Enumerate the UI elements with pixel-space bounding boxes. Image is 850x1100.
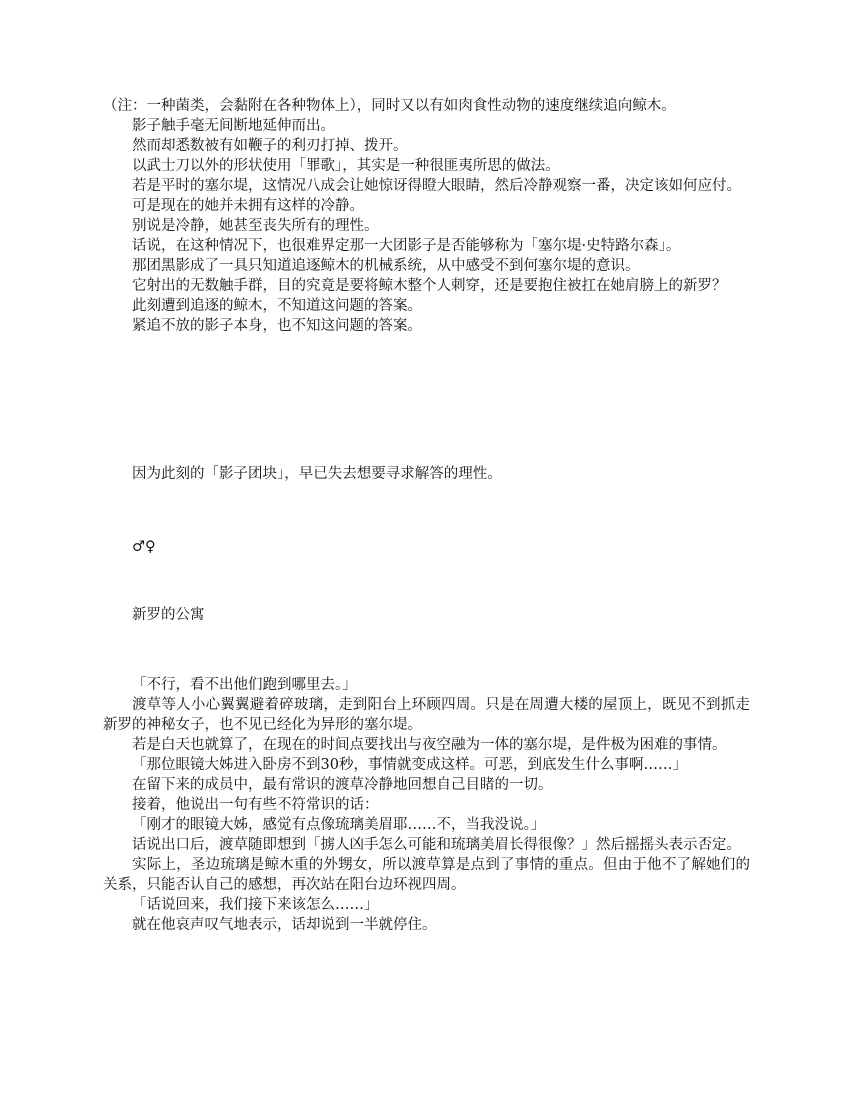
bottom-text-section [103,675,750,935]
paragraph: 影子触手毫无间断地延伸而出。 [132,118,335,134]
paragraph: （注：一种菌类，会黏附在各种物体上），同时又以有如肉食性动物的速度继续追向鲸木。 [103,98,676,114]
section-title: 新罗的公寓 [132,607,205,623]
paragraph: 实际上，圣边琉璃是鲸木重的外甥女，所以渡草算是点到了事情的重点。但由于他不了解她们的关系，只能否认自己的感想，再次站在阳台边环视四周。 [103,857,750,893]
paragraph: 「不行，看不出他们跑到哪里去。」 [132,677,357,693]
paragraph: 「那位眼镜大姊进入卧房不到30秒，事情就变成这样。可恶，到底发生什么事啊……」 [132,757,687,773]
paragraph: 它射出的无数触手群，目的究竟是要将鲸木整个人刺穿，还是要抱住被扛在她肩膀上的新罗？ [132,278,727,294]
paragraph: 「刚才的眼镜大姊，感觉有点像琉璃美眉耶……不，当我没说。」 [132,817,546,833]
paragraph: 此刻遭到追逐的鲸木，不知道这问题的答案。 [132,298,422,314]
paragraph: 话说出口后，渡草随即想到「掳人凶手怎么可能和琉璃美眉长得很像？」然后摇摇头表示否定。 [132,837,741,853]
paragraph: 别说是冷静，她甚至丧失所有的理性。 [132,218,379,234]
paragraph: 若是白天也就算了，在现在的时间点要找出与夜空融为一体的塞尔堤，是件极为困难的事情。 [132,737,727,753]
paragraph: 然而却悉数被有如鞭子的利刃打掉、拨开。 [132,138,408,154]
paragraph: 若是平时的塞尔堤，这情况八成会让她惊讶得瞪大眼睛，然后冷静观察一番，决定该如何应付。 [132,178,741,194]
paragraph: 可是现在的她并未拥有这样的冷静。 [132,198,364,214]
paragraph: 话说，在这种情况下，也很难界定那一大团影子是否能够称为「塞尔堤·史特路尔森」。 [132,238,681,254]
paragraph: 就在他哀声叹气地表示，话却说到一半就停住。 [132,917,437,933]
paragraph: 渡草等人小心翼翼避着碎玻璃，走到阳台上环顾四周。只是在周遭大楼的屋顶上，既见不到抓走新罗的神秘女子，也不见已经化为异形的塞尔堤。 [103,697,750,733]
section-divider-symbol: ♂♀ [132,539,156,555]
paragraph: 那团黑影成了一具只知道追逐鲸木的机械系统，从中感受不到何塞尔堤的意识。 [132,258,640,274]
paragraph: 以武士刀以外的形状使用「罪歌」，其实是一种很匪夷所思的做法。 [132,158,560,174]
paragraph: 紧追不放的影子本身，也不知这问题的答案。 [132,318,422,334]
paragraph: 「话说回来，我们接下来该怎么……」 [132,897,379,913]
top-text-section [103,96,750,336]
paragraph: 接着，他说出一句有些不符常识的话： [132,797,379,813]
paragraph: 在留下来的成员中，最有常识的渡草冷静地回想自己目睹的一切。 [132,777,553,793]
isolated-paragraph: 因为此刻的「影子团块」，早已失去想要寻求解答的理性。 [132,466,502,482]
